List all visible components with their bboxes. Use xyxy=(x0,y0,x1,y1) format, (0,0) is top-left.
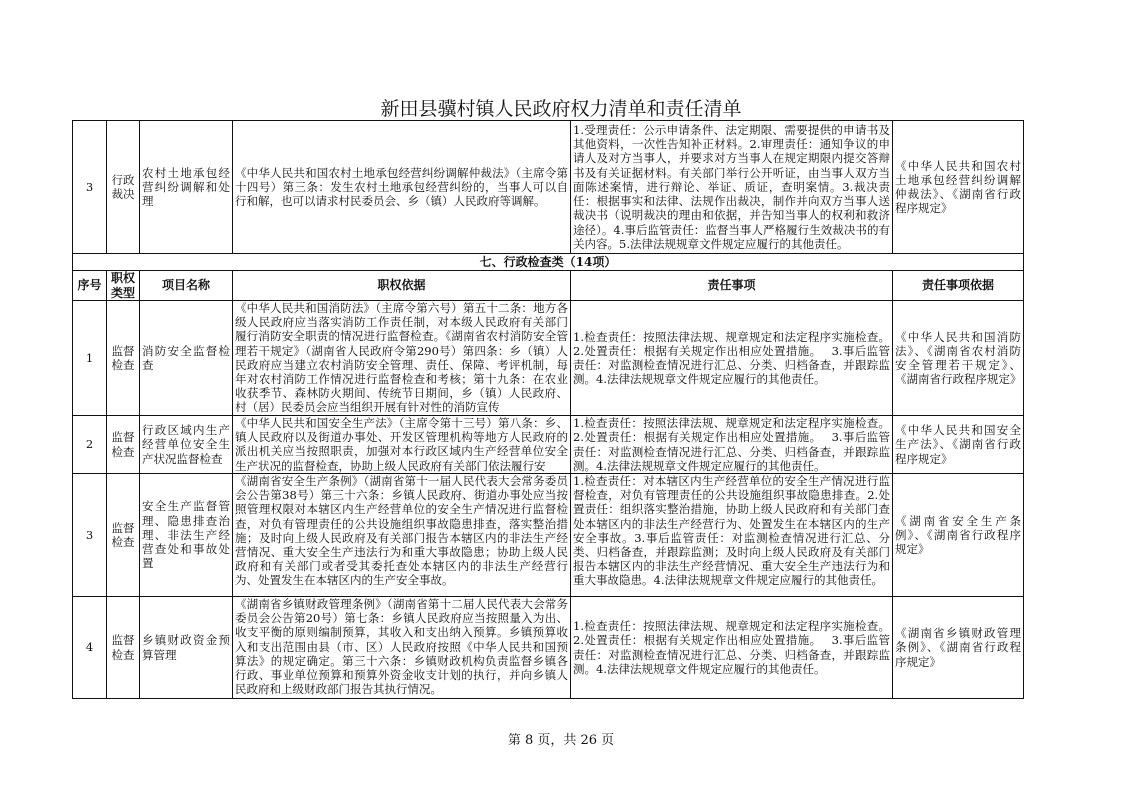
power-type: 行政裁决 xyxy=(107,121,140,254)
power-type: 监督检查 xyxy=(107,416,140,474)
power-basis: 《湖南省安全生产条例》（湖南省第十一届人民代表大会常务委员会公告第38号）第三十六条：乡镇人民政府、街道办事处应当按照管理权限对本辖区内生产经营单位的安全生产情况进行监督检查，对负有管理责任的公共设施组织事故隐患排查，落实整治措施；及时向上级人民政府及有关部门报告本辖区内的非法生产经营情况、重大安全生产违法行为和重大事故隐患；协助上级人民政府和有关部门或者受其委托查处本辖区内的非法生产经营行为、处置发生在本辖区内的生产安全事故。 xyxy=(235,474,568,588)
item-name: 消防安全监督检查 xyxy=(140,301,233,416)
responsibility: 1.检查责任：按照法律法规、规章规定和法定程序实施检查。 2.处置责任：根据有关规定作出相应处置措施。 3.事后监管责任：对监测检查情况进行汇总、分类、归档备查，并跟踪监测。4.法律法规规章文件规定应履行的其他责任。 xyxy=(571,416,893,474)
row-number: 1 xyxy=(73,301,107,416)
column-header-row xyxy=(73,271,1024,301)
page-number: 第 8 页，共 26 页 xyxy=(507,733,615,748)
responsibility-basis: 《中华人民共和国农村土地承包经营纠纷调解仲裁法》、《湖南省行政程序规定》 xyxy=(893,121,1024,254)
item-name: 安全生产监督管理、隐患排查治理、非法生产经营查处和事故处置 xyxy=(140,474,233,597)
responsibility: 1.检查责任：按照法律法规、规章规定和法定程序实施检查。 2.处置责任：根据有关规定作出相应处置措施。 3.事后监管责任：对监测检查情况进行汇总、分类、归档备查，并跟踪监测。4.法律法规规章文件规定应履行的其他责任。 xyxy=(571,597,893,699)
responsibility: 1.检查责任：按照法律法规、规章规定和法定程序实施检查。 2.处置责任：根据有关规定作出相应处置措施。 3.事后监管责任：对监测检查情况进行汇总、分类、归档备查，并跟踪监测。4.法律法规规章文件规定应履行的其他责任。 xyxy=(571,301,893,416)
header-basis: 职权依据 xyxy=(233,271,571,301)
power-basis: 《中华人民共和国安全生产法》（主席令第十三号）第八条：乡、镇人民政府以及街道办事处、开发区管理机构等地方人民政府的派出机关应当按照职责，加强对本行政区域内生产经营单位安全生产状况的监督检查，协助上级人民政府有关部门依法履行安 xyxy=(235,416,568,473)
item-name: 行政区域内生产经营单位安全生产状况监督检查 xyxy=(140,416,233,474)
power-basis: 《中华人民共和国农村土地承包经营纠纷调解仲裁法》（主席令第十四号）第三条：发生农村土地承包经营纠纷的，当事人可以自行和解，也可以请求村民委员会、乡（镇）人民政府等调解。 xyxy=(233,121,571,254)
header-type: 职权类型 xyxy=(107,271,140,301)
power-basis: 《湖南省乡镇财政管理条例》（湖南省第十二届人民代表大会常务委员会公告第20号）第七条：乡镇人民政府应当按照量入为出、收支平衡的原则编制预算，其收入和支出纳入预算。乡镇预算收入和支出范围由县（市、区）人民政府按照《中华人民共和国预算法》的规定确定。第三十六条：乡镇财政机构负责监督乡镇各行政、事业单位预算和预算外资金收支计划的执行，并向乡镇人民政府和上级财政部门报告其执行情况。 xyxy=(235,597,568,697)
row-number: 3 xyxy=(73,474,107,597)
row-number: 2 xyxy=(73,416,107,474)
power-list-table xyxy=(72,120,1024,699)
table-row xyxy=(73,301,1024,416)
responsibility-basis: 《中华人民共和国安全生产法》、《湖南省行政程序规定》 xyxy=(893,416,1024,474)
responsibility-basis: 《湖南省乡镇财政管理条例》、《湖南省行政程序规定》 xyxy=(893,597,1024,699)
table-row xyxy=(73,416,1024,474)
header-responsibility-basis: 责任事项依据 xyxy=(893,271,1024,301)
table-row xyxy=(73,121,1024,254)
header-name: 项目名称 xyxy=(140,271,233,301)
section-header-row xyxy=(73,254,1024,271)
header-responsibility: 责任事项 xyxy=(571,271,893,301)
power-type: 监督检查 xyxy=(107,301,140,416)
power-type: 监督检查 xyxy=(107,597,140,699)
responsibility-basis: 《中华人民共和国消防法》、《湖南省农村消防安全管理若干规定》、《湖南省行政程序规定》 xyxy=(893,301,1024,416)
power-type: 监督检查 xyxy=(107,474,140,597)
table-row xyxy=(73,597,1024,699)
row-number: 3 xyxy=(73,121,107,254)
responsibility: 1.受理责任：公示申请条件、法定期限、需要提供的申请书及其他资料，一次性告知补正材料。2.审理责任：通知争议的申请人及对方当事人，并要求对方当事人在规定期限内提交答辩书及有关证据材料。有关部门举行公开听证，由当事人双方当面陈述案情，进行辩论、举证、质证，查明案情。3.裁决责任：根据事实和法律、法规作出裁决，制作并向双方当事人送裁决书（说明裁决的理由和依据，并告知当事人的权利和救济途径）。4.事后监管责任：监督当事人严格履行生效裁决书的有关内容。5.法律法规规章文件规定应履行的其他责任。 xyxy=(571,121,893,254)
responsibility: 1.检查责任：对本辖区内生产经营单位的安全生产情况进行监督检查，对负有管理责任的公共设施组织事故隐患排查。2.处置责任：组织落实整治措施，协助上级人民政府和有关部门查处本辖区内的非法生产经营行为、处置发生在本辖区内的生产安全事故。3.事后监管责任：对监测检查情况进行汇总、分类、归档备查，并跟踪监测；及时向上级人民政府及有关部门报告本辖区内的非法生产经营情况、重大安全生产违法行为和重大事故隐患。4.法律法规规章文件规定应履行的其他责任。 xyxy=(573,474,890,588)
responsibility-basis: 《湖南省安全生产条例》、《湖南省行政程序规定》 xyxy=(893,474,1024,597)
power-basis: 《中华人民共和国消防法》（主席令第六号）第五十二条：地方各级人民政府应当落实消防工作责任制，对本级人民政府有关部门履行消防安全职责的情况进行监督检查。《湖南省农村消防安全管理若干规定》（湖南省人民政府令第290号）第四条：乡（镇）人民政府应当建立农村消防安全管理、责任、保障、考评机制，每年对农村消防工作情况进行监督检查和考核；第十九条：在农业收获季节、森林防火期间、传统节日期间，乡（镇）人民政府、村（居）民委员会应当组织开展有针对性的消防宣传 xyxy=(235,301,568,415)
item-name: 乡镇财政资金预算管理 xyxy=(140,597,233,699)
page-title: 新田县骥村镇人民政府权力清单和责任清单 xyxy=(380,98,742,120)
item-name: 农村土地承包经营纠纷调解和处理 xyxy=(140,121,233,254)
table-row xyxy=(73,474,1024,597)
section-title: 七、行政检查类（14项） xyxy=(73,254,1024,271)
header-number: 序号 xyxy=(73,271,107,301)
row-number: 4 xyxy=(73,597,107,699)
